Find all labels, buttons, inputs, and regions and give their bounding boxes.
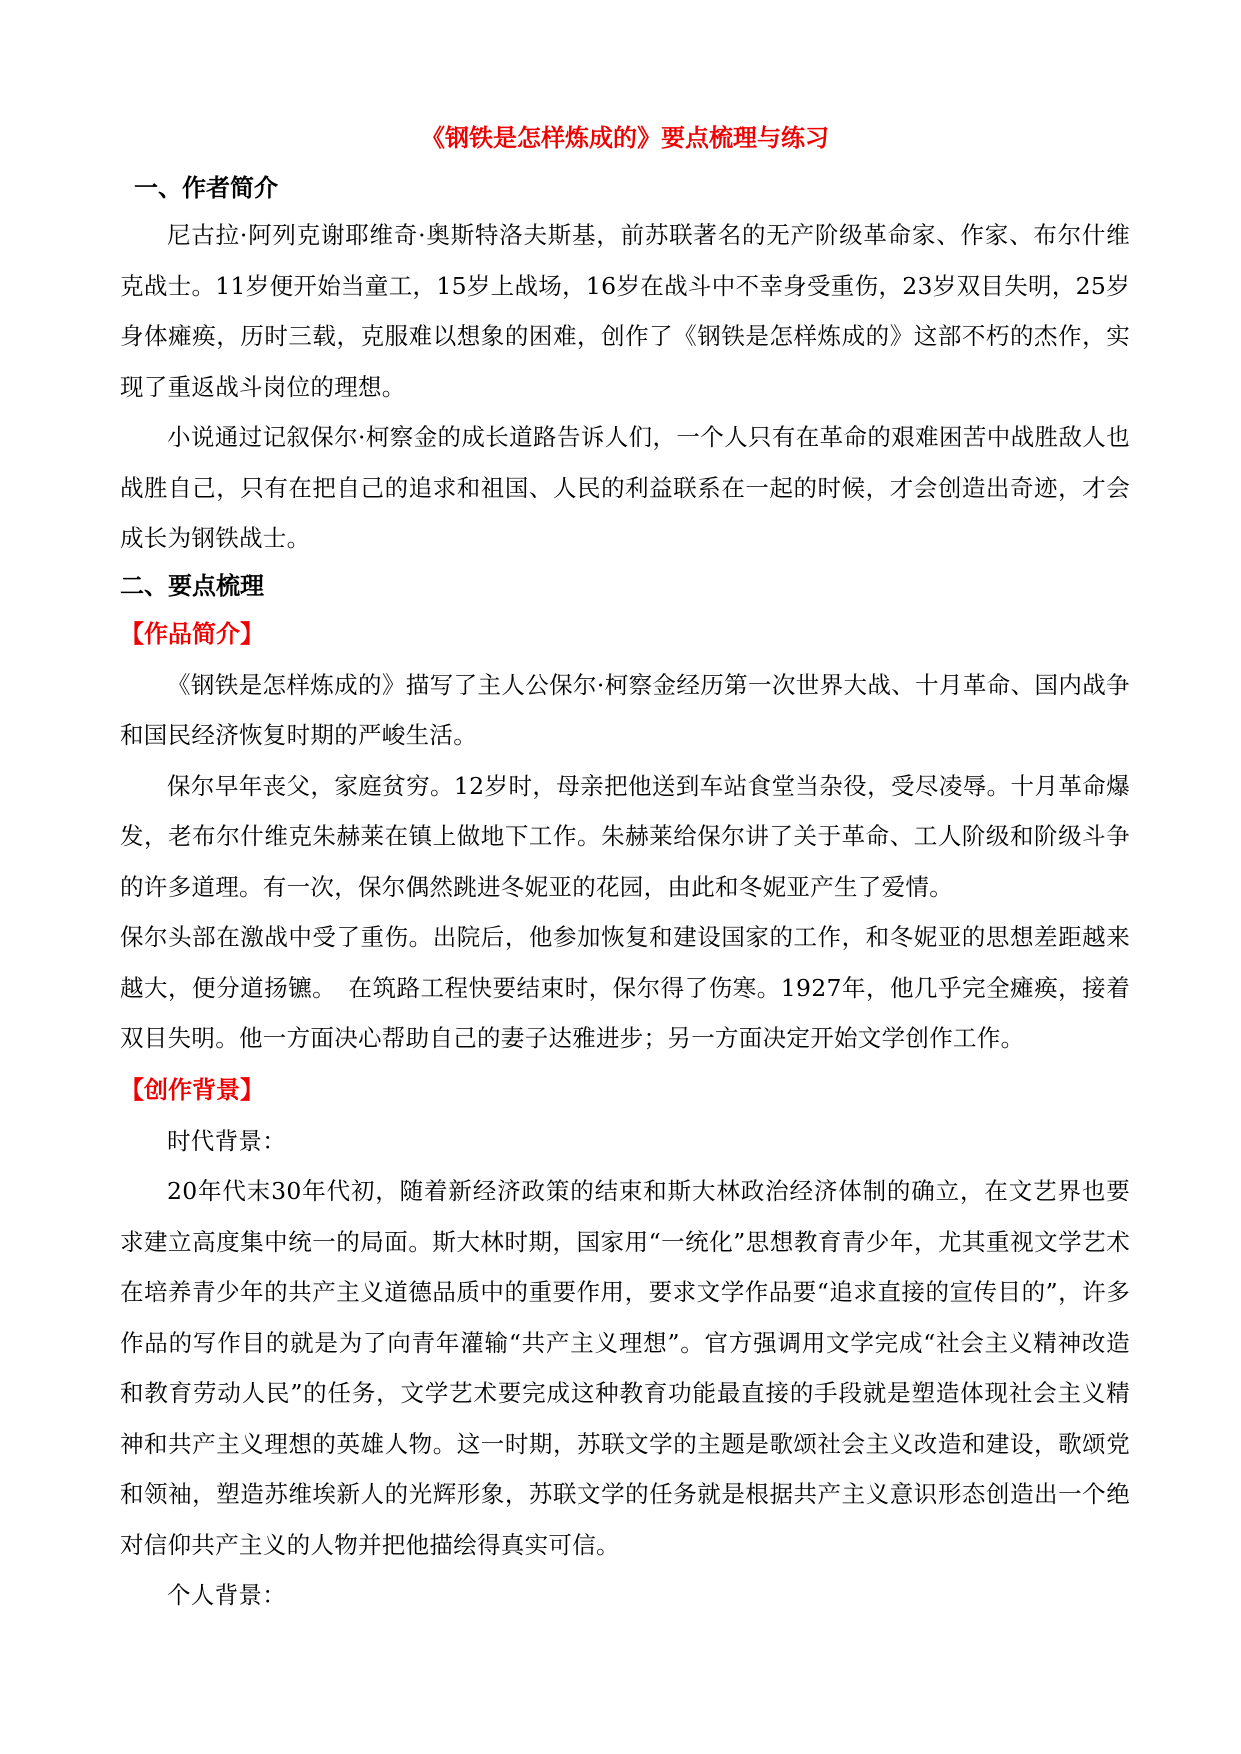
- document-title: 《钢铁是怎样炼成的》要点梳理与练习: [421, 123, 829, 152]
- document-page: [120, 116, 1130, 1621]
- work-intro-label: 【作品简介】: [120, 618, 264, 648]
- plot-paragraph-1: 保尔早年丧父，家庭贫穷。12岁时，母亲把他送到车站食堂当杂役，受尽凌辱。十月革命爆发，老布尔什维克朱赫莱在镇上做地下工作。朱赫莱给保尔讲了关于革命、工人阶级和阶级斗争的许多道理。有一次，保尔偶然跳进冬妮亚的花园，由此和冬妮亚产生了爱情。: [120, 771, 1130, 901]
- plot-paragraph-2: 保尔头部在激战中受了重伤。出院后，他参加恢复和建设国家的工作，和冬妮亚的思想差距越来越大，便分道扬镳。 在筑路工程快要结束时，保尔得了伤寒。1927年，他几乎完全瘫痪，接着双目失明。他一方面决心帮助自己的妻子达雅进步；另一方面决定开始文学创作工作。: [120, 923, 1130, 1052]
- era-background-paragraph: 20年代末30年代初，随着新经济政策的结束和斯大林政治经济体制的确立，在文艺界也要求建立高度集中统一的局面。斯大林时期，国家用“一统化”思想教育青少年，尤其重视文学艺术在培养青少年的共产主义道德品质中的重要作用，要求文学作品要“追求直接的宣传目的”，许多作品的写作目的就是为了向青年灌输“共产主义理想”。官方强调用文学完成“社会主义精神改造和教育劳动人民”的任务，文学艺术要完成这种教育功能最直接的手段就是塑造体现社会主义精神和共产主义理想的英雄人物。这一时期，苏联文学的主题是歌颂社会主义改造和建设，歌颂党和领袖，塑造苏维埃新人的光辉形象，苏联文学的任务就是根据共产主义意识形态创造出一个绝对信仰共产主义的人物并把他描绘得真实可信。: [120, 1177, 1130, 1559]
- work-intro-paragraph: 《钢铁是怎样炼成的》描写了主人公保尔·柯察金经历第一次世界大战、十月革命、国内战争和国民经济恢复时期的严峻生活。: [120, 670, 1130, 749]
- era-background-label: 时代背景：: [167, 1126, 286, 1155]
- section-heading-author: 一、作者简介: [134, 173, 278, 202]
- personal-background-label: 个人背景：: [167, 1581, 286, 1609]
- background-label: 【创作背景】: [120, 1074, 264, 1104]
- novel-theme-paragraph: 小说通过记叙保尔·柯察金的成长道路告诉人们，一个人只有在革命的艰难困苦中战胜敌人也战胜自己，只有在把自己的追求和祖国、人民的利益联系在一起的时候，才会创造出奇迹，才会成长为钢铁战士。: [120, 423, 1130, 552]
- author-bio-paragraph: 尼古拉·阿列克谢耶维奇·奥斯特洛夫斯基，前苏联著名的无产阶级革命家、作家、布尔什维克战士。11岁便开始当童工，15岁上战场，16岁在战斗中不幸身受重伤，23岁双目失明，25岁身体瘫痪，历时三载，克服难以想象的困难，创作了《钢铁是怎样炼成的》这部不朽的杰作，实现了重返战斗岗位的理想。: [120, 221, 1130, 401]
- section-heading-key-points: 二、要点梳理: [120, 570, 264, 600]
